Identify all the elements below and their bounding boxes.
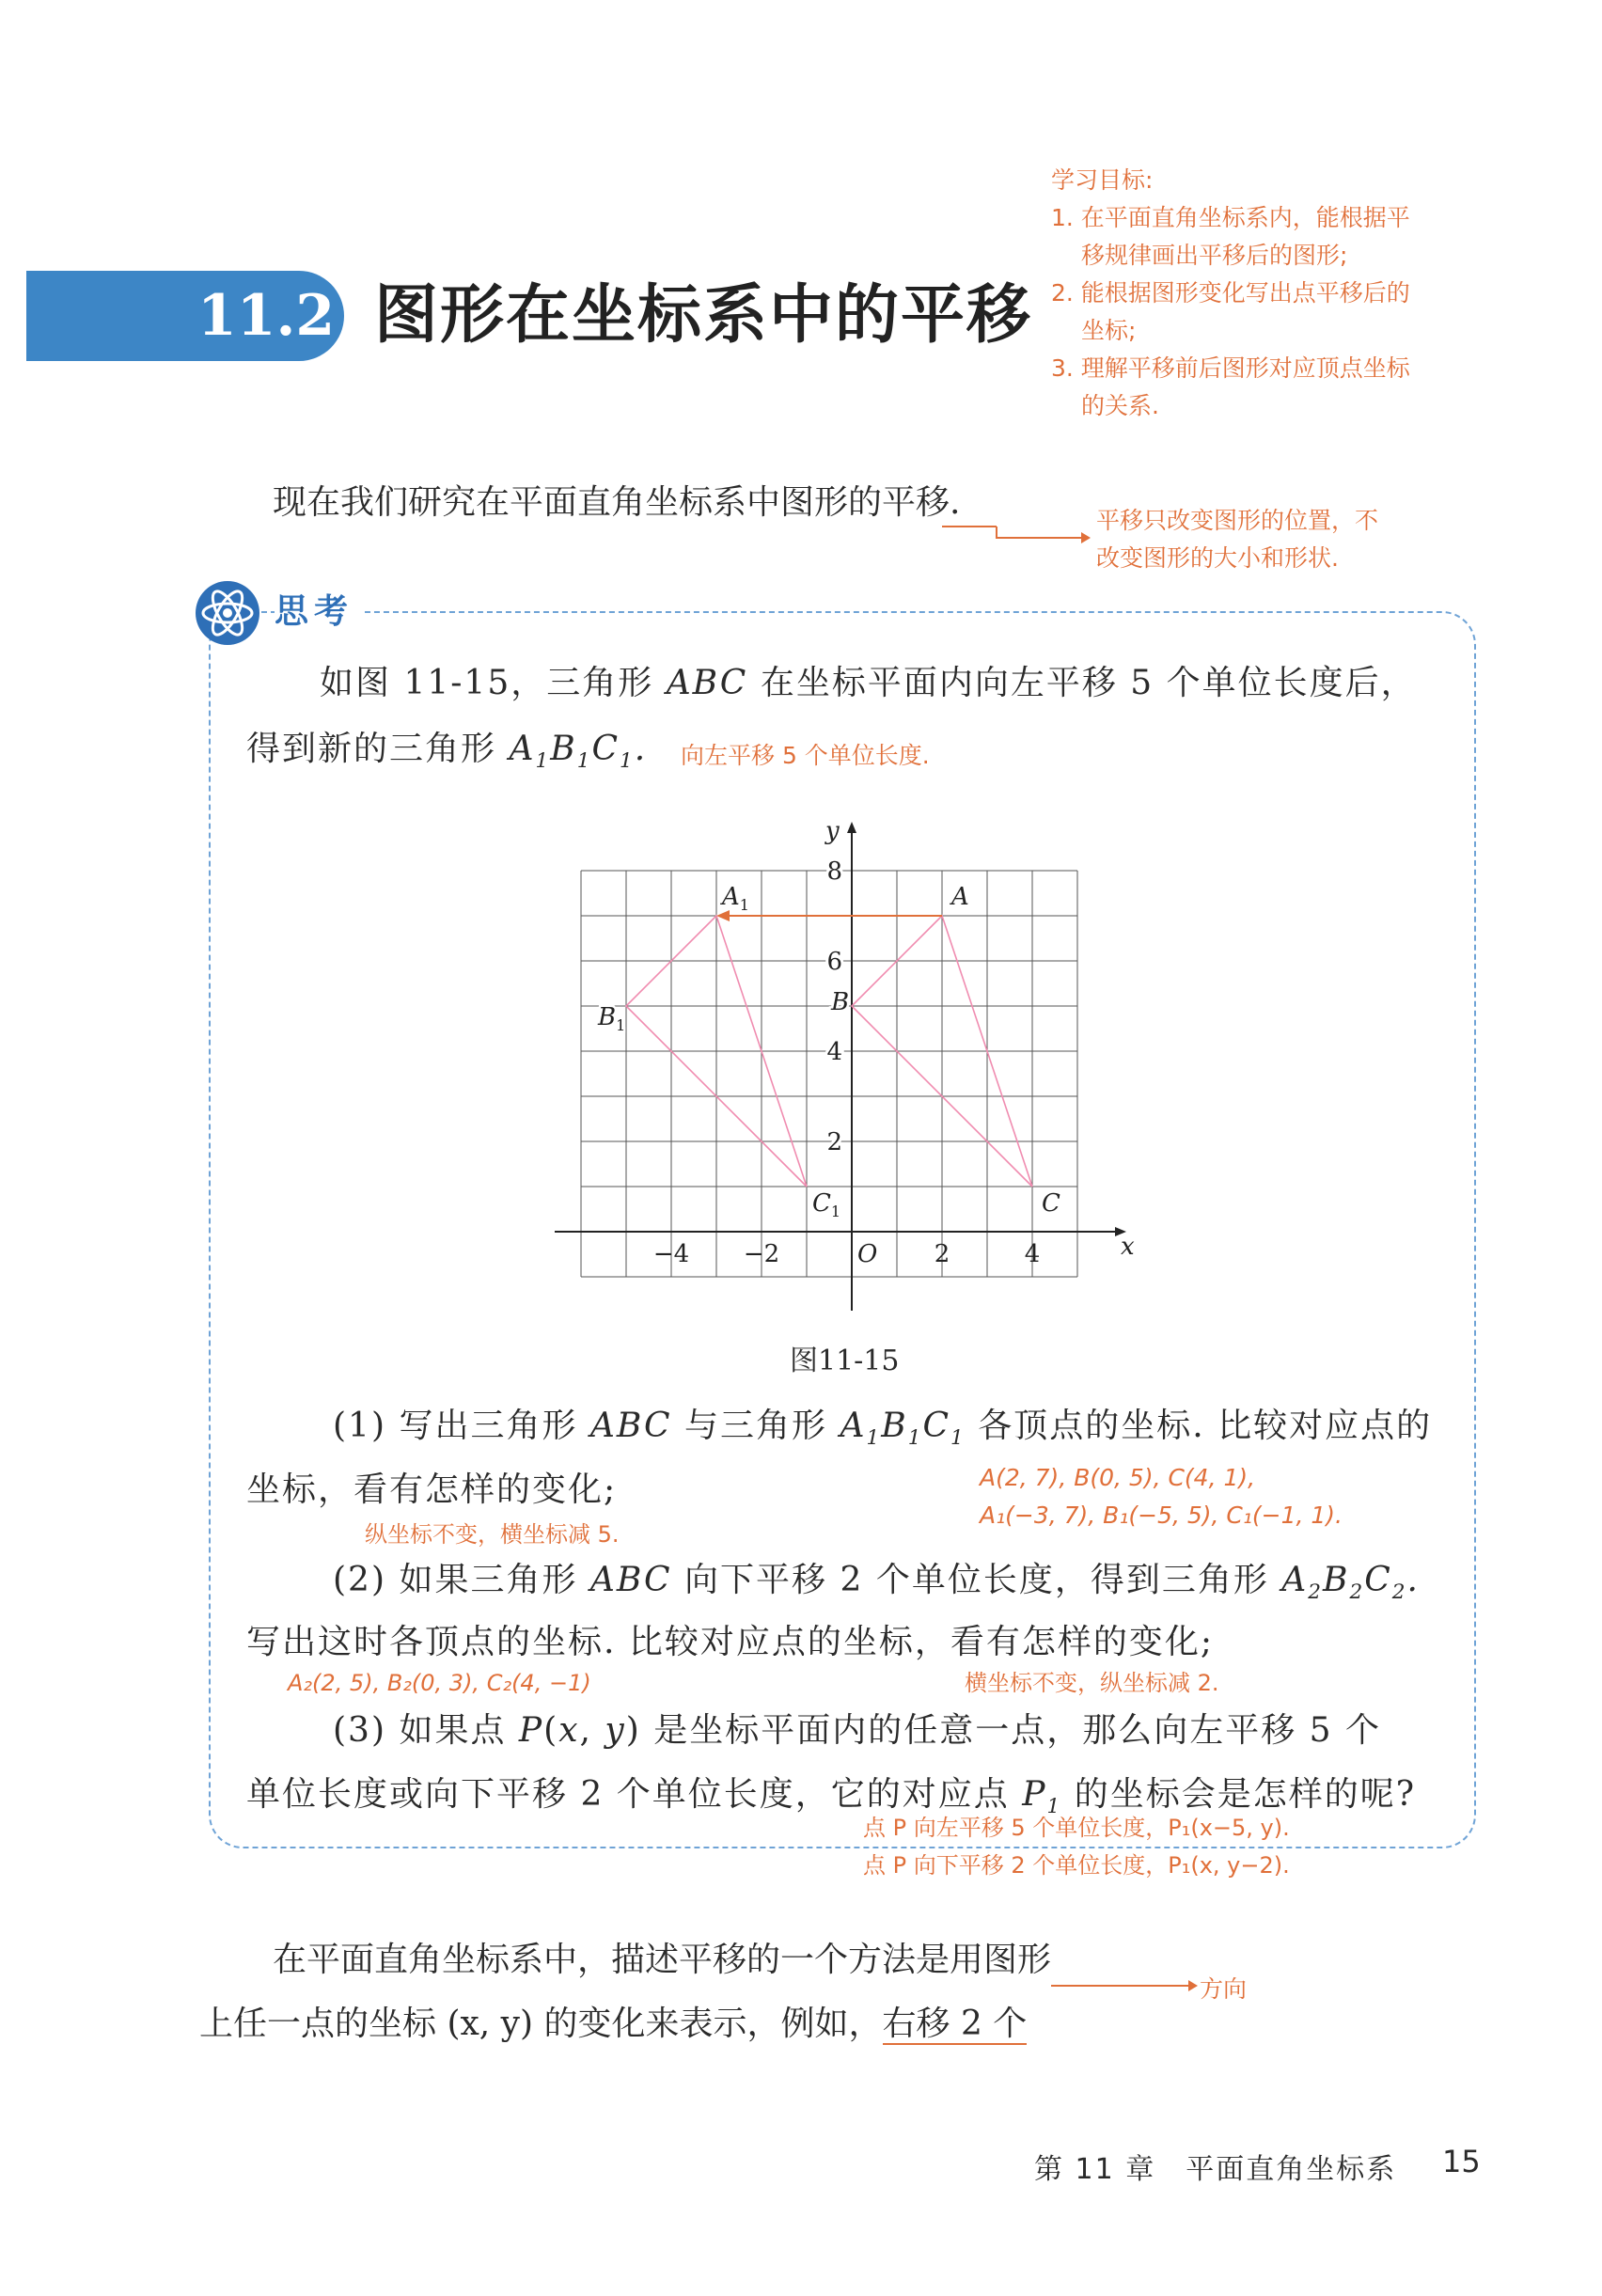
y-tick-label: 4 [826, 1038, 842, 1066]
goal-line: 3. 理解平移前后图形对应顶点坐标 [1051, 354, 1410, 382]
intro-note: 平移只改变图形的位置，不 改变图形的大小和形状. [1096, 507, 1379, 572]
section-title: 图形在坐标系中的平移 [374, 278, 1033, 353]
q2-answer: A₂(2, 5), B₂(0, 3), C₂(4, −1) [288, 1670, 591, 1696]
question-3: (3) 如果点 P(x, y) 是坐标平面内的任意一点，那么向左平移 5 个 [333, 1711, 1382, 1750]
think-para-line: 如图 11-15，三角形 ABC 在坐标平面内向左平移 5 个单位长度后， [320, 664, 1417, 702]
question-1-cont: 坐标，看有怎样的变化; [246, 1470, 618, 1509]
think-label: 思考 [275, 585, 365, 633]
q1-note: 纵坐标不变，横坐标减 5. [365, 1521, 620, 1548]
goal-line: 坐标; [1081, 317, 1137, 344]
x-tick-label: −2 [743, 1240, 780, 1268]
learning-goals [1051, 162, 1493, 425]
y-axis-label: y [825, 817, 840, 845]
goal-line: 1. 在平面直角坐标系内，能根据平 [1051, 204, 1410, 231]
y-tick-label: 6 [826, 948, 842, 976]
goal-line: 2. 能根据图形变化写出点平移后的 [1051, 279, 1410, 307]
intro-paragraph: 现在我们研究在平面直角坐标系中图形的平移. [273, 483, 961, 522]
question-2-cont: 写出这时各顶点的坐标. 比较对应点的坐标，看有怎样的变化; [246, 1623, 1215, 1661]
direction-arrow-icon [1049, 1974, 1200, 1997]
atom-icon [194, 579, 261, 647]
x-axis-label: x [1121, 1233, 1135, 1261]
x-tick-label: −4 [652, 1240, 690, 1268]
point-label-b: B [831, 988, 850, 1016]
point-label-c1: $C_1$ [812, 1189, 841, 1220]
q3-answer: 点 P 向左平移 5 个单位长度，P₁(x−5, y). 点 P 向下平移 2 个单位长度，P₁(x, y−2). [863, 1815, 1290, 1879]
question-3-cont: 单位长度或向下平移 2 个单位长度，它的对应点 $P_1$ 的坐标会是怎样的呢? [246, 1775, 1416, 1819]
x-tick-label: 4 [1024, 1240, 1041, 1268]
think-para-line: 得到新的三角形 $A_1B_1C_1$. [246, 730, 648, 774]
translate-note: 向左平移 5 个单位长度. [681, 742, 930, 769]
direction-note: 方向 [1200, 1975, 1248, 2003]
question-2: (2) 如果三角形 ABC 向下平移 2 个单位长度，得到三角形 $A_2B_2C_2$. [333, 1561, 1420, 1605]
y-tick-label: 8 [826, 857, 842, 886]
coordinate-figure [526, 807, 1147, 1333]
y-tick-label: 2 [826, 1128, 842, 1156]
point-label-a: A [951, 883, 969, 911]
y-axis-arrow-icon [847, 822, 856, 833]
point-label-b1: $B_1$ [598, 1003, 626, 1034]
goals-heading: 学习目标: [1051, 166, 1154, 194]
q2-note: 横坐标不变，纵坐标减 2. [965, 1670, 1219, 1696]
chapter-footer: 第 11 章 平面直角坐标系 [1034, 2153, 1397, 2186]
question-1: (1) 写出三角形 ABC 与三角形 $A_1B_1C_1$ 各顶点的坐标. 比较对应点的 [333, 1407, 1433, 1451]
figure-caption: 图11-15 [790, 1345, 900, 1377]
origin-label: O [857, 1240, 878, 1268]
goal-line: 的关系. [1081, 392, 1159, 419]
closing-line-2: 上任一点的坐标 (x, y) 的变化来表示，例如，右移 2 个 [199, 2005, 1028, 2043]
closing-line-1: 在平面直角坐标系中，描述平移的一个方法是用图形 [273, 1941, 1052, 1979]
point-label-c: C [1042, 1189, 1060, 1218]
triangle-a1b1c1: $A_1B_1C_1$. [509, 730, 648, 774]
point-label-a1: $A_1$ [722, 883, 749, 914]
intro-arrow-icon [940, 523, 1091, 551]
x-tick-label: 2 [934, 1240, 950, 1268]
section-number: 11.2 [197, 283, 336, 349]
goal-line: 移规律画出平移后的图形; [1081, 242, 1348, 269]
q1-answer: A(2, 7), B(0, 5), C(4, 1), A₁(−3, 7), B₁(−5, 5), C₁(−1, 1). [980, 1464, 1343, 1529]
page-number: 15 [1442, 2144, 1481, 2179]
